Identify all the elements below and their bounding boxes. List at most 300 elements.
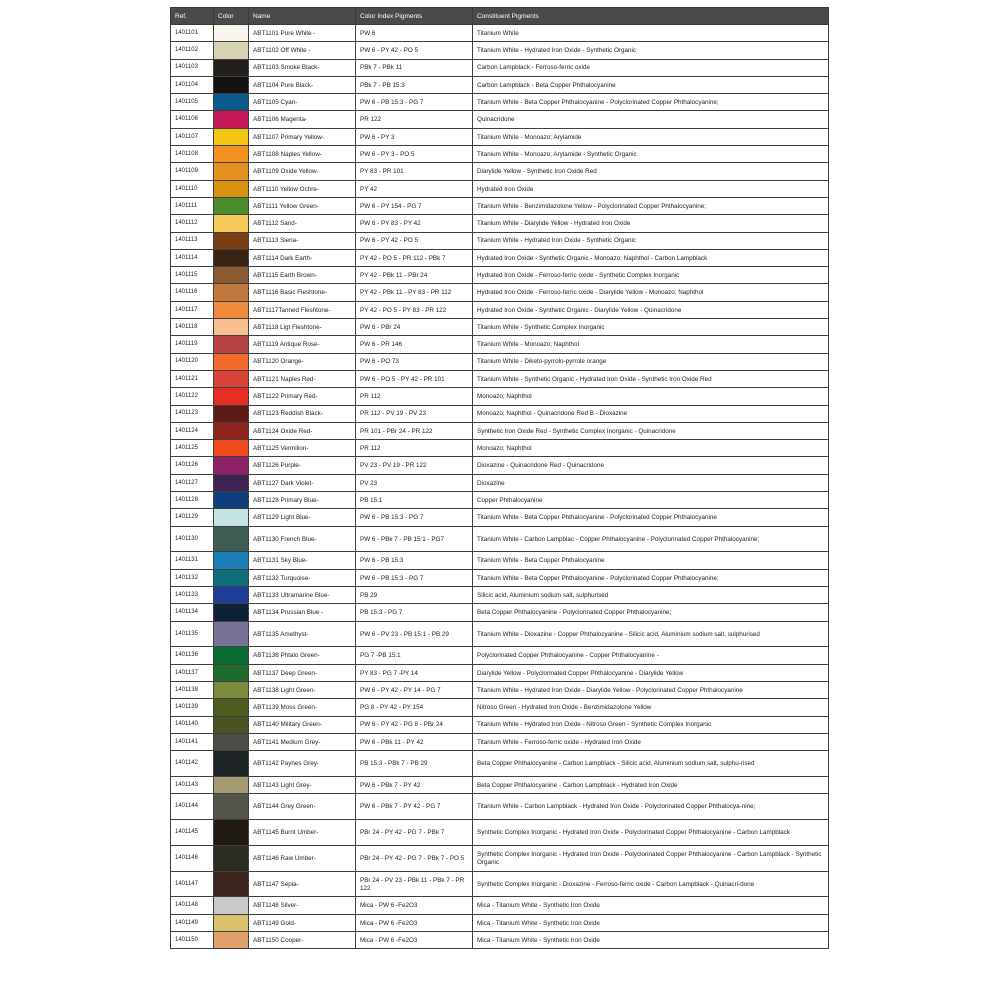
color-swatch — [214, 25, 249, 42]
constituents-cell: Titanium White — [473, 25, 829, 42]
ref-cell: 1401129 — [171, 509, 214, 526]
constituents-cell: Monoazo; Naphthol — [473, 388, 829, 405]
ref-cell: 1401137 — [171, 664, 214, 681]
color-swatch — [214, 604, 249, 621]
color-swatch — [214, 267, 249, 284]
name-cell: ABT1146 Raw Umber- — [249, 845, 356, 871]
name-cell: ABT1103 Smoke Black- — [249, 59, 356, 76]
table-row — [171, 215, 829, 232]
color-index-cell: PB 15:3 - PBk 7 - PB 29 — [356, 751, 473, 777]
constituents-cell: Hydrated Iron Oxide - Synthetic Organic - Diarylide Yellow - Quinacridone — [473, 301, 829, 318]
color-index-cell: PW 6 - PY 154 - PG 7 — [356, 197, 473, 214]
constituents-cell: Titanium White - Hydrated Iron Oxide - Synthetic Organic — [473, 42, 829, 59]
constituents-cell: Carbon Lampblack - Ferroso-ferric oxide — [473, 59, 829, 76]
ref-cell: 1401112 — [171, 215, 214, 232]
table-row — [171, 552, 829, 569]
ref-cell: 1401101 — [171, 25, 214, 42]
color-index-cell: PW 6 - PR 146 — [356, 336, 473, 353]
table-row — [171, 370, 829, 387]
ref-cell: 1401130 — [171, 526, 214, 552]
table-row — [171, 664, 829, 681]
constituents-cell: Titanium White - Ferroso-ferric oxide - Hydrated Iron Oxide — [473, 733, 829, 750]
color-index-cell: PW 6 - PY 42 - PO 5 — [356, 42, 473, 59]
color-index-cell: PBr 24 - PY 42 - PG 7 - PBk 7 — [356, 820, 473, 846]
table-row — [171, 716, 829, 733]
constituents-cell: Titanium White - Beta Copper Phthalocyanine — [473, 552, 829, 569]
color-swatch — [214, 474, 249, 491]
color-swatch — [214, 59, 249, 76]
color-index-cell: PW 6 - PY 42 - PY 14 - PG 7 — [356, 681, 473, 698]
color-index-cell: PR 112 — [356, 440, 473, 457]
color-swatch — [214, 370, 249, 387]
name-cell: ABT1111 Yellow Green- — [249, 197, 356, 214]
table-row — [171, 699, 829, 716]
ref-cell: 1401103 — [171, 59, 214, 76]
table-row — [171, 457, 829, 474]
constituents-cell: Mica - Titanium White - Synthetic Iron Oxide — [473, 932, 829, 949]
color-index-cell: PBk 7 - PB 15:3 — [356, 76, 473, 93]
ref-cell: 1401149 — [171, 914, 214, 931]
color-swatch — [214, 440, 249, 457]
table-row — [171, 509, 829, 526]
ref-cell: 1401131 — [171, 552, 214, 569]
table-row — [171, 353, 829, 370]
constituents-cell: Mica - Titanium White - Synthetic Iron Oxide — [473, 914, 829, 931]
color-swatch — [214, 76, 249, 93]
color-swatch — [214, 388, 249, 405]
ref-cell: 1401132 — [171, 569, 214, 586]
name-cell: ABT1121 Naples Red- — [249, 370, 356, 387]
ref-cell: 1401124 — [171, 422, 214, 439]
ref-cell: 1401106 — [171, 111, 214, 128]
table-row — [171, 776, 829, 793]
ref-cell: 1401117 — [171, 301, 214, 318]
name-cell: ABT1120 Orange- — [249, 353, 356, 370]
name-cell: ABT1133 Ultramarine Blue- — [249, 587, 356, 604]
name-cell: ABT1134 Prussian Blue - — [249, 604, 356, 621]
constituents-cell: Titanium White - Beta Copper Phthalocyanine - Polyclorinated Copper Phthalocyanine; — [473, 94, 829, 111]
ref-cell: 1401133 — [171, 587, 214, 604]
header-name: Name — [249, 8, 356, 25]
ref-cell: 1401144 — [171, 794, 214, 820]
color-index-cell: PW 6 - PB 15:3 — [356, 552, 473, 569]
color-swatch — [214, 716, 249, 733]
color-index-cell: PR 122 — [356, 111, 473, 128]
ref-cell: 1401147 — [171, 871, 214, 897]
table-row — [171, 25, 829, 42]
color-index-cell: PW 6 - PY 42 - PG 8 - PBr 24 — [356, 716, 473, 733]
color-swatch — [214, 301, 249, 318]
table-row — [171, 604, 829, 621]
table-row — [171, 845, 829, 871]
ref-cell: 1401146 — [171, 845, 214, 871]
name-cell: ABT1101 Pure White - — [249, 25, 356, 42]
ref-cell: 1401141 — [171, 733, 214, 750]
name-cell: ABT1130 French Blue- — [249, 526, 356, 552]
constituents-cell: Titanium White - Hydrated Iron Oxide - Nitroso Green - Synthetic Complex Inorganic — [473, 716, 829, 733]
constituents-cell: Quinacridone — [473, 111, 829, 128]
table-row — [171, 284, 829, 301]
pigment-table — [170, 7, 829, 949]
name-cell: ABT1116 Basic Fleshtone- — [249, 284, 356, 301]
header-color: Color — [214, 8, 249, 25]
table-row — [171, 267, 829, 284]
color-index-cell: PB 15:1 — [356, 492, 473, 509]
constituents-cell: Hydrated Iron Oxide — [473, 180, 829, 197]
constituents-cell: Synthetic Complex Inorganic - Hydrated Iron Oxide - Polyclorinated Copper Phthalocyanine - Carbon Lampblack - Synthetic Organic — [473, 845, 829, 871]
color-swatch — [214, 552, 249, 569]
color-swatch — [214, 353, 249, 370]
constituents-cell: Polyclorinated Copper Phthalocyanine - Copper Phthalocyanine - — [473, 647, 829, 664]
color-swatch — [214, 284, 249, 301]
ref-cell: 1401111 — [171, 197, 214, 214]
color-index-cell: Mica - PW 6 -Fe2O3 — [356, 932, 473, 949]
table-row — [171, 474, 829, 491]
name-cell: ABT1138 Light Green- — [249, 681, 356, 698]
header-color-index: Color Index Pigments — [356, 8, 473, 25]
color-swatch — [214, 422, 249, 439]
table-row — [171, 94, 829, 111]
color-swatch — [214, 569, 249, 586]
ref-cell: 1401145 — [171, 820, 214, 846]
constituents-cell: Titanium White - Beta Copper Phthalocyanine - Polyclorinated Copper Phthalocyanine; — [473, 569, 829, 586]
table-row — [171, 146, 829, 163]
name-cell: ABT1149 Gold- — [249, 914, 356, 931]
table-row — [171, 440, 829, 457]
table-row — [171, 492, 829, 509]
table-row — [171, 180, 829, 197]
name-cell: ABT1110 Yellow Ochre- — [249, 180, 356, 197]
ref-cell: 1401109 — [171, 163, 214, 180]
ref-cell: 1401120 — [171, 353, 214, 370]
table-row — [171, 932, 829, 949]
constituents-cell: Titanium White - Synthetic Organic - Hydrated Iron Oxide - Synthetic Iron Oxide Red — [473, 370, 829, 387]
constituents-cell: Dioxazine — [473, 474, 829, 491]
table-row — [171, 569, 829, 586]
color-swatch — [214, 897, 249, 914]
table-row — [171, 249, 829, 266]
color-index-cell: PW 6 - PBk 7 - PY 42 — [356, 776, 473, 793]
name-cell: ABT1102 Off White - — [249, 42, 356, 59]
color-index-cell: PY 42 - PBk 11 - PY 83 - PR 112 — [356, 284, 473, 301]
color-index-cell: PW 6 - PO 73 — [356, 353, 473, 370]
table-row — [171, 733, 829, 750]
name-cell: ABT1141 Medium Grey- — [249, 733, 356, 750]
constituents-cell: Titanium White - Diketo-pyrrolo-pyrrole orange — [473, 353, 829, 370]
table-row — [171, 820, 829, 846]
name-cell: ABT1113 Siena- — [249, 232, 356, 249]
table-row — [171, 388, 829, 405]
constituents-cell: Beta Copper Phthalocyanine - Polyclorinated Copper Phthalocyanine; — [473, 604, 829, 621]
ref-cell: 1401150 — [171, 932, 214, 949]
color-swatch — [214, 932, 249, 949]
table-row — [171, 526, 829, 552]
color-index-cell: PBk 7 - PBk 11 — [356, 59, 473, 76]
name-cell: ABT1112 Sand- — [249, 215, 356, 232]
color-index-cell: PY 42 — [356, 180, 473, 197]
color-swatch — [214, 163, 249, 180]
color-swatch — [214, 249, 249, 266]
color-swatch — [214, 751, 249, 777]
constituents-cell: Nitroso Green - Hydrated Iron Oxide - Benzimidazolone Yellow — [473, 699, 829, 716]
color-index-cell: PV 23 - PV 19 - PR 122 — [356, 457, 473, 474]
constituents-cell: Titanium White - Diarylide Yellow - Hydrated Iron Oxide — [473, 215, 829, 232]
name-cell: ABT1126 Purple- — [249, 457, 356, 474]
color-swatch — [214, 664, 249, 681]
name-cell: ABT1135 Amethyst- — [249, 621, 356, 647]
table-row — [171, 76, 829, 93]
name-cell: ABT1137 Deep Green- — [249, 664, 356, 681]
color-index-cell: PY 83 - PR 101 — [356, 163, 473, 180]
table-row — [171, 197, 829, 214]
constituents-cell: Carbon Lampblack - Beta Copper Phthalocyanine — [473, 76, 829, 93]
table-body — [171, 25, 829, 949]
color-index-cell: PBr 24 - PY 42 - PG 7 - PBk 7 - PO 5 — [356, 845, 473, 871]
header-ref: Ref. — [171, 8, 214, 25]
name-cell: ABT1104 Pure Black- — [249, 76, 356, 93]
ref-cell: 1401138 — [171, 681, 214, 698]
constituents-cell: Titanium White - Hydrated Iron Oxide - Diarylide Yellow - Polyclorinated Copper Phthalocyanine — [473, 681, 829, 698]
constituents-cell: Titanium White - Beta Copper Phthalocyanine - Polyclorinated Copper Phthalocyanine — [473, 509, 829, 526]
color-index-cell: PG 8 - PY 42 - PY 154 — [356, 699, 473, 716]
ref-cell: 1401118 — [171, 319, 214, 336]
name-cell: ABT1108 Naples Yellow- — [249, 146, 356, 163]
name-cell: ABT1136 Phtalo Green- — [249, 647, 356, 664]
name-cell: ABT1107 Primary Yellow- — [249, 128, 356, 145]
table-row — [171, 647, 829, 664]
table-row — [171, 422, 829, 439]
color-index-cell: PW 6 - PO 5 - PY 42 - PR 101 — [356, 370, 473, 387]
color-index-cell: PY 42 - PO 5 - PR 112 - PBk 7 — [356, 249, 473, 266]
constituents-cell: Titanium White - Monoazo; Arylamide — [473, 128, 829, 145]
color-swatch — [214, 647, 249, 664]
color-index-cell: PY 83 - PG 7 -PY 14 — [356, 664, 473, 681]
constituents-cell: Monoazo; Naphthol — [473, 440, 829, 457]
color-swatch — [214, 776, 249, 793]
constituents-cell: Titanium White - Carbon Lampblack - Hydrated Iron Oxide - Polyclorinated Copper Phthalocya-nine; — [473, 794, 829, 820]
ref-cell: 1401114 — [171, 249, 214, 266]
color-index-cell: PW 6 - PB 15:3 - PG 7 — [356, 94, 473, 111]
name-cell: ABT1148 Silver- — [249, 897, 356, 914]
color-swatch — [214, 336, 249, 353]
color-index-cell: PY 42 - PBk 11 - PBr 24 — [356, 267, 473, 284]
table-row — [171, 42, 829, 59]
color-swatch — [214, 111, 249, 128]
color-swatch — [214, 509, 249, 526]
color-index-cell: PW 6 - PY 3 — [356, 128, 473, 145]
ref-cell: 1401119 — [171, 336, 214, 353]
ref-cell: 1401125 — [171, 440, 214, 457]
name-cell: ABT1114 Dark Earth- — [249, 249, 356, 266]
ref-cell: 1401123 — [171, 405, 214, 422]
constituents-cell: Titanium White - Monoazo; Naphthol — [473, 336, 829, 353]
name-cell: ABT1109 Oxide Yellow- — [249, 163, 356, 180]
ref-cell: 1401104 — [171, 76, 214, 93]
color-index-cell: PW 6 - PBk 7 - PB 15:1 - PG7 — [356, 526, 473, 552]
name-cell: ABT1124 Oxide Red- — [249, 422, 356, 439]
color-index-cell: PW 6 - PBk 11 - PY 42 — [356, 733, 473, 750]
name-cell: ABT1119 Antique Rose- — [249, 336, 356, 353]
color-swatch — [214, 42, 249, 59]
color-index-cell: PR 112 - PV 19 - PV 23 — [356, 405, 473, 422]
table-row — [171, 301, 829, 318]
ref-cell: 1401135 — [171, 621, 214, 647]
table-row — [171, 319, 829, 336]
ref-cell: 1401105 — [171, 94, 214, 111]
ref-cell: 1401102 — [171, 42, 214, 59]
color-swatch — [214, 871, 249, 897]
table-row — [171, 751, 829, 777]
name-cell: ABT1142 Paynes Grey- — [249, 751, 356, 777]
color-index-cell: PBr 24 - PV 23 - PBk 11 - PBk 7 - PR 122 — [356, 871, 473, 897]
table-row — [171, 59, 829, 76]
color-index-cell: PW 6 - PY 3 - PO 5 — [356, 146, 473, 163]
constituents-cell: Beta Copper Phthalocyanine - Carbon Lampblack - Hydrated Iron Oxide — [473, 776, 829, 793]
name-cell: ABT1132 Turquoise- — [249, 569, 356, 586]
constituents-cell: Titanium White - Monoazo; Arylamide - Synthetic Organic — [473, 146, 829, 163]
color-swatch — [214, 128, 249, 145]
name-cell: ABT1150 Cooper- — [249, 932, 356, 949]
ref-cell: 1401134 — [171, 604, 214, 621]
color-index-cell: PW 6 — [356, 25, 473, 42]
color-index-cell: PW 6 - PBk 7 - PY 42 - PG 7 — [356, 794, 473, 820]
ref-cell: 1401136 — [171, 647, 214, 664]
ref-cell: 1401107 — [171, 128, 214, 145]
color-swatch — [214, 681, 249, 698]
name-cell: ABT1129 Light Blue- — [249, 509, 356, 526]
ref-cell: 1401139 — [171, 699, 214, 716]
ref-cell: 1401148 — [171, 897, 214, 914]
ref-cell: 1401126 — [171, 457, 214, 474]
name-cell: ABT1147 Sepia- — [249, 871, 356, 897]
constituents-cell: Titanium White - Synthetic Complex Inorganic — [473, 319, 829, 336]
name-cell: ABT1144 Grey Green- — [249, 794, 356, 820]
name-cell: ABT1105 Cyan- — [249, 94, 356, 111]
constituents-cell: Diarylide Yellow - Synthetic Iron Oxide Red — [473, 163, 829, 180]
table-row — [171, 111, 829, 128]
color-swatch — [214, 914, 249, 931]
table-row — [171, 232, 829, 249]
ref-cell: 1401143 — [171, 776, 214, 793]
color-swatch — [214, 492, 249, 509]
color-swatch — [214, 197, 249, 214]
ref-cell: 1401115 — [171, 267, 214, 284]
color-swatch — [214, 587, 249, 604]
color-swatch — [214, 733, 249, 750]
color-swatch — [214, 180, 249, 197]
constituents-cell: Beta Copper Phthalocyanine - Carbon Lampblack - Silicic acid, Aluminium sodium salt, sulphu-rised — [473, 751, 829, 777]
color-index-cell: PY 42 - PO 5 - PY 83 - PR 122 — [356, 301, 473, 318]
constituents-cell: Mica - Titanium White - Synthetic Iron Oxide — [473, 897, 829, 914]
color-index-cell: PW 6 - PBr 24 — [356, 319, 473, 336]
constituents-cell: Synthetic Complex Inorganic - Dioxazine - Ferroso-ferric oxide - Carbon Lampblack - Quinacri-done — [473, 871, 829, 897]
color-swatch — [214, 319, 249, 336]
constituents-cell: Dioxazine - Quinacridone Red - Quinacridone — [473, 457, 829, 474]
constituents-cell: Titanium White - Dioxazine - Copper Phthalocyanine - Silicic acid, Aluminium sodium salt, sulphurised — [473, 621, 829, 647]
ref-cell: 1401110 — [171, 180, 214, 197]
constituents-cell: Hydrated Iron Oxide - Synthetic Organic - Monoazo; Naphthol - Carbon Lampblack — [473, 249, 829, 266]
constituents-cell: Silicic acid, Aluminium sodium salt, sulphurised — [473, 587, 829, 604]
ref-cell: 1401121 — [171, 370, 214, 387]
name-cell: ABT1145 Burnt Umber- — [249, 820, 356, 846]
constituents-cell: Monoazo; Naphthol - Quinacridone Red B - Dioxazine — [473, 405, 829, 422]
color-swatch — [214, 820, 249, 846]
color-index-cell: PW 6 - PY 83 - PY 42 — [356, 215, 473, 232]
color-swatch — [214, 526, 249, 552]
table-row — [171, 163, 829, 180]
ref-cell: 1401128 — [171, 492, 214, 509]
table-row — [171, 794, 829, 820]
ref-cell: 1401108 — [171, 146, 214, 163]
ref-cell: 1401122 — [171, 388, 214, 405]
ref-cell: 1401113 — [171, 232, 214, 249]
color-swatch — [214, 146, 249, 163]
name-cell: ABT1123 Reddish Black- — [249, 405, 356, 422]
name-cell: ABT1127 Dark Violet- — [249, 474, 356, 491]
table-row — [171, 914, 829, 931]
constituents-cell: Synthetic Iron Oxide Red - Synthetic Complex Inorganic - Quinacridone — [473, 422, 829, 439]
name-cell: ABT1139 Moss Green- — [249, 699, 356, 716]
constituents-cell: Titanium White - Hydrated Iron Oxide - Synthetic Organic — [473, 232, 829, 249]
color-index-cell: PV 23 — [356, 474, 473, 491]
color-index-cell: PW 6 - PB 15:3 - PG 7 — [356, 569, 473, 586]
color-swatch — [214, 699, 249, 716]
color-index-cell: PR 112 — [356, 388, 473, 405]
color-index-cell: PB 29 — [356, 587, 473, 604]
ref-cell: 1401140 — [171, 716, 214, 733]
constituents-cell: Diarylide Yellow - Polyclorinated Copper Phthalocyanine - Diarylide Yellow — [473, 664, 829, 681]
color-swatch — [214, 794, 249, 820]
table-row — [171, 897, 829, 914]
color-swatch — [214, 845, 249, 871]
ref-cell: 1401127 — [171, 474, 214, 491]
table-row — [171, 405, 829, 422]
table-row — [171, 587, 829, 604]
name-cell: ABT1118 Ligt Fleshtone- — [249, 319, 356, 336]
constituents-cell: Hydrated Iron Oxide - Ferroso-ferric oxide - Diarylide Yellow - Monoazo; Naphthol — [473, 284, 829, 301]
name-cell: ABT1106 Magenta- — [249, 111, 356, 128]
constituents-cell: Synthetic Complex Inorganic - Hydrated Iron Oxide - Polyclorinated Copper Phthalocyanine - Carbon Lampblack — [473, 820, 829, 846]
name-cell: ABT1115 Earth Brown- — [249, 267, 356, 284]
color-swatch — [214, 232, 249, 249]
color-index-cell: PW 6 - PY 42 - PO 5 — [356, 232, 473, 249]
color-index-cell: PW 6 - PV 23 - PB 15:1 - PB 29 — [356, 621, 473, 647]
constituents-cell: Titanium White - Carbon Lampblac - Copper Phthalocyanine - Polyclorinated Copper Phthalocyanine; — [473, 526, 829, 552]
color-swatch — [214, 405, 249, 422]
name-cell: ABT1125 Vermilion- — [249, 440, 356, 457]
color-swatch — [214, 94, 249, 111]
table-row — [171, 681, 829, 698]
table-row — [171, 128, 829, 145]
color-index-cell: PW 6 - PB 15:3 - PG 7 — [356, 509, 473, 526]
color-swatch — [214, 621, 249, 647]
color-index-cell: Mica - PW 6 -Fe2O3 — [356, 897, 473, 914]
color-swatch — [214, 457, 249, 474]
name-cell: ABT1140 Military Green- — [249, 716, 356, 733]
ref-cell: 1401142 — [171, 751, 214, 777]
color-swatch — [214, 215, 249, 232]
color-index-cell: PG 7 -PB 15:1 — [356, 647, 473, 664]
color-index-cell: PB 15:3 - PG 7 — [356, 604, 473, 621]
table-row — [171, 871, 829, 897]
name-cell: ABT1128 Primary Blue- — [249, 492, 356, 509]
constituents-cell: Hydrated Iron Oxide - Ferroso-ferric oxide - Synthetic Complex Inorganic — [473, 267, 829, 284]
name-cell: ABT1117Tanned Fleshtone- — [249, 301, 356, 318]
name-cell: ABT1122 Primary Red- — [249, 388, 356, 405]
name-cell: ABT1131 Sky Blue- — [249, 552, 356, 569]
constituents-cell: Titanium White - Benzimidazolone Yellow - Polyclorinated Copper Phthalocyanine; — [473, 197, 829, 214]
table-row — [171, 621, 829, 647]
